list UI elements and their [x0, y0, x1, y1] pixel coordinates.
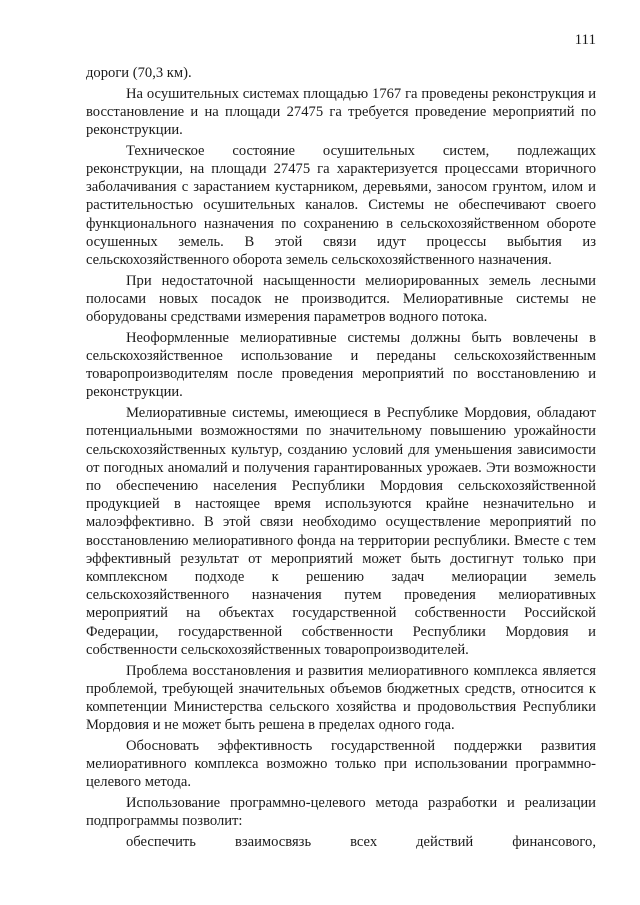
- paragraph-3: Техническое состояние осушительных систем, подлежащих реконструкции, на площади 27475 га характеризуется процессами вторичного заболачивания с зарастанием кустарником, деревьями, заносом грунтом, илом и растительностью осушительных каналов. Системы не обеспечивают своего функционального назначения по сохранению в сельскохозяйственном обороте осушенных земель. В этой связи идут процессы выбытия из сельскохозяйственного оборота земель сельскохозяйственного назначения.: [86, 142, 596, 269]
- paragraph-10: обеспечить взаимосвязь всех действий финансового,: [126, 833, 596, 850]
- paragraph-5: Неоформленные мелиоративные системы должны быть вовлечены в сельскохозяйственное использование и переданы сельскохозяйственным товаропроизводителям после проведения мероприятий по восстановлению и реконструкции.: [86, 329, 596, 401]
- paragraph-9: Использование программно-целевого метода разработки и реализации подпрограммы позволит:: [86, 794, 596, 830]
- paragraph-4: При недостаточной насыщенности мелиорированных земель лесными полосами новых посадок не производится. Мелиоративные системы не оборудованы средствами измерения параметров водного потока.: [86, 272, 596, 326]
- paragraph-7: Проблема восстановления и развития мелиоративного комплекса является проблемой, требующей значительных объемов бюджетных средств, относится к компетенции Министерства сельского хозяйства и продовольствия Республики Мордовия и не может быть решена в пределах одного года.: [86, 662, 596, 734]
- paragraph-2: На осушительных системах площадью 1767 га проведены реконструкция и восстановление и на площади 27475 га требуется проведение мероприятий по реконструкции.: [86, 85, 596, 139]
- paragraph-6: Мелиоративные системы, имеющиеся в Республике Мордовия, обладают потенциальными возможностями по значительному повышению урожайности сельскохозяйственных культур, созданию условий для уменьшения зависимости от погодных аномалий и получения гарантированных урожаев. Эти возможности по обеспечению населения Республики Мордовия сельскохозяйственной продукцией в настоящее время используются крайне незначительно и малоэффективно. В этой связи необходимо осуществление мероприятий по восстановлению мелиоративного фонда на территории республики. Вместе с тем эффективный результат от мероприятий может быть достигнут только при комплексном подходе к решению задач мелиорации земель сельскохозяйственного назначения путем проведения мелиоративных мероприятий на объектах государственной собственности Российской Федерации, государственной собственности Республики Мордовия и собственности сельскохозяйственных товаропроизводителей.: [86, 405, 596, 658]
- paragraph-1: дороги (70,3 км).: [86, 65, 192, 81]
- paragraph-8: Обосновать эффективность государственной поддержки развития мелиоративного комплекса возможно только при использовании программно-целевого метода.: [86, 737, 596, 791]
- document-body: [86, 64, 596, 851]
- page-number: 111: [574, 32, 596, 48]
